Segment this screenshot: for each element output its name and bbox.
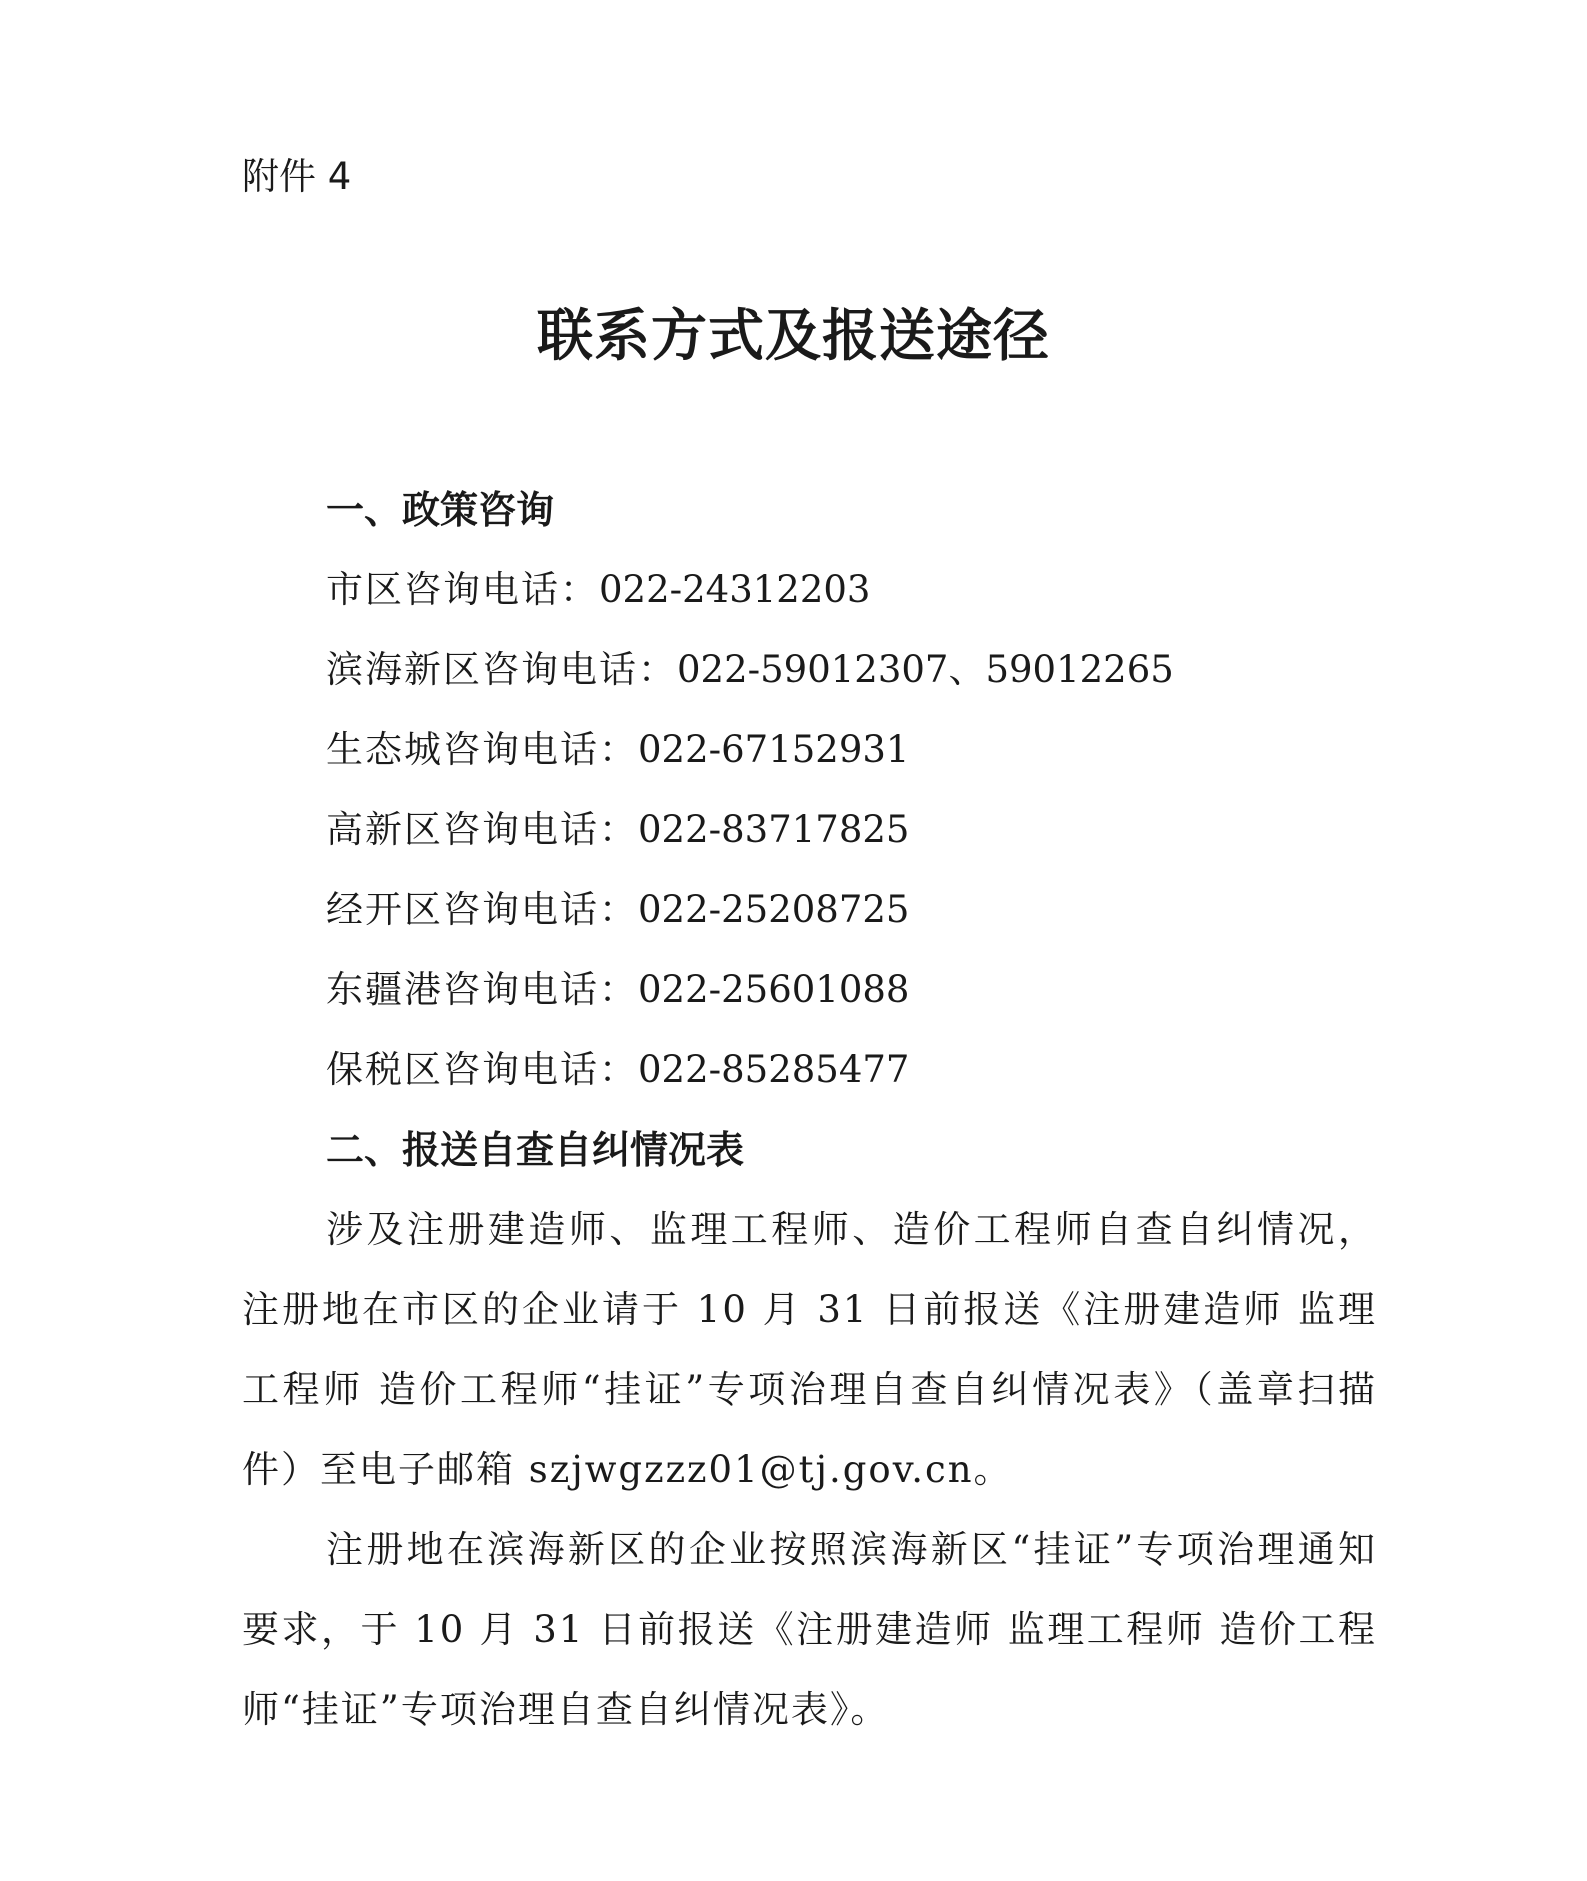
contact-label: 高新区咨询电话： bbox=[326, 808, 638, 851]
contact-label: 东疆港咨询电话： bbox=[326, 968, 638, 1011]
submission-paragraph-binhai: 注册地在滨海新区的企业按照滨海新区“挂证”专项治理通知要求，于 10 月 31 日前报送《注册建造师 监理工程师 造价工程师“挂证”专项治理自查自纠情况表》。 bbox=[242, 1528, 1377, 1731]
contact-label: 经开区咨询电话： bbox=[326, 888, 638, 931]
contact-line-bonded-zone bbox=[242, 1030, 1377, 1110]
attachment-label: 附件 4 bbox=[242, 155, 352, 198]
contact-label: 生态城咨询电话： bbox=[326, 728, 638, 771]
contact-phone: 022-59012307、59012265 bbox=[677, 648, 1174, 691]
contact-line-binhai bbox=[242, 630, 1377, 710]
contact-phone: 022-25601088 bbox=[638, 968, 910, 1011]
contact-list bbox=[242, 550, 1377, 1110]
section-heading-submission: 二、报送自查自纠情况表 bbox=[326, 1128, 745, 1172]
contact-label: 保税区咨询电话： bbox=[326, 1048, 638, 1091]
contact-line-dongjiang-port bbox=[242, 950, 1377, 1030]
contact-line-eco-city bbox=[242, 710, 1377, 790]
contact-label: 市区咨询电话： bbox=[326, 568, 599, 611]
contact-phone: 022-24312203 bbox=[599, 568, 871, 611]
submission-paragraph-urban: 涉及注册建造师、监理工程师、造价工程师自查自纠情况，注册地在市区的企业请于 10 月 31 日前报送《注册建造师 监理工程师 造价工程师“挂证”专项治理自查自纠情况表》（盖章扫描件）至电子邮箱 szjwgzzz01@tj.gov.cn。 bbox=[242, 1208, 1377, 1491]
contact-phone: 022-83717825 bbox=[638, 808, 910, 851]
contact-phone: 022-67152931 bbox=[638, 728, 910, 771]
contact-label: 滨海新区咨询电话： bbox=[326, 648, 677, 691]
document-body bbox=[242, 470, 1377, 1750]
section-heading-policy-consultation: 一、政策咨询 bbox=[326, 488, 555, 532]
document-title: 联系方式及报送途径 bbox=[537, 303, 1050, 369]
contact-line-economic-zone bbox=[242, 870, 1377, 950]
contact-line-hi-tech-zone bbox=[242, 790, 1377, 870]
contact-line-urban bbox=[242, 550, 1377, 630]
contact-phone: 022-25208725 bbox=[638, 888, 910, 931]
contact-phone: 022-85285477 bbox=[638, 1048, 910, 1091]
